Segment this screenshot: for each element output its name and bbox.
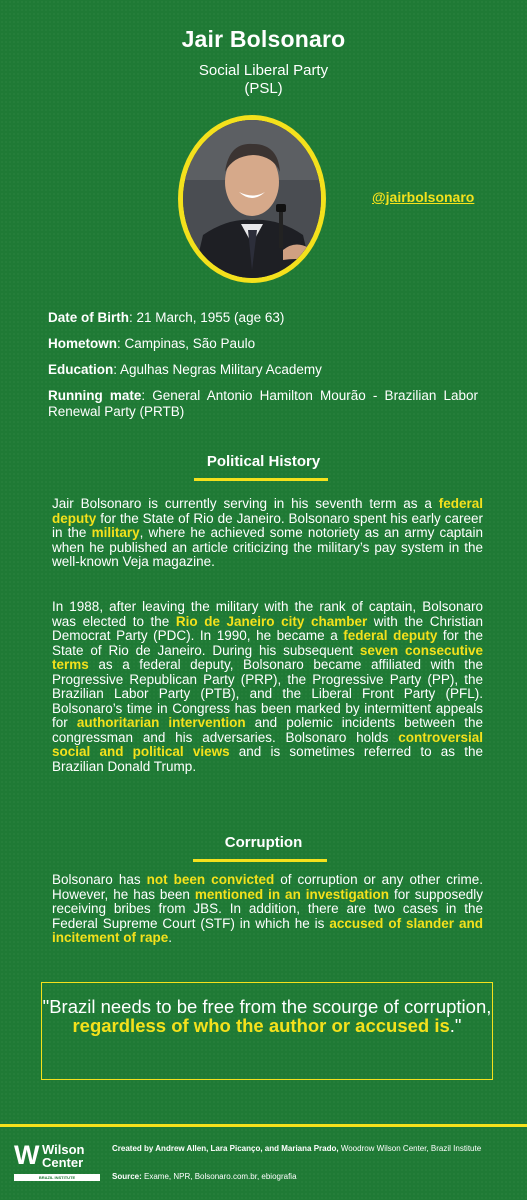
political-history-paragraph-2: [52, 600, 483, 774]
highlight-investigation: mentioned in an investigation: [194, 886, 390, 902]
header: [0, 26, 527, 98]
text-span: and polemic incidents between the congressman and his adversaries. Bolsonaro holds: [52, 715, 483, 745]
logo-subtitle: BRAZIL INSTITUTE: [38, 1175, 76, 1180]
hometown-value: : Campinas, São Paulo: [117, 336, 256, 351]
highlight-seven-terms: seven consecutive terms: [52, 642, 483, 672]
credits-authors: Created by Andrew Allen, Lara Picanço, and Mariana Prado,: [112, 1144, 339, 1153]
text-span: and is sometimes referred to as the Brazilian Donald Trump.: [52, 744, 483, 774]
logo-wordmark: [42, 1143, 85, 1169]
candidate-name: Jair Bolsonaro: [181, 26, 346, 52]
hometown-label: Hometown: [48, 336, 117, 351]
bio-section: [48, 310, 478, 430]
party-name: [0, 62, 527, 98]
political-history-title: Political History: [206, 453, 321, 470]
political-history-paragraph-1: [52, 497, 483, 570]
dob-label: Date of Birth: [48, 310, 129, 325]
highlight-authoritarian: authoritarian intervention: [76, 715, 246, 730]
source-value: Exame, NPR, Bolsonaro.com.br, ebiografia: [141, 1172, 297, 1181]
running-mate-value: : General Antonio Hamilton Mourão - Brazilian Labor Renewal Party (PRTB): [48, 388, 478, 419]
highlight-controversial-views: controversial social and political views: [52, 729, 483, 759]
quote-end: .": [449, 1015, 462, 1036]
text-span: for supposedly receiving bribes from JBS. In addition, there are two cases in the Federal Supreme Court (STF) in which he is: [52, 886, 483, 931]
source-label: Source:: [112, 1172, 142, 1181]
corruption-underline: [193, 859, 327, 862]
education-value: : Agulhas Negras Military Academy: [113, 362, 322, 377]
corruption-title: Corruption: [224, 834, 303, 851]
sources: [112, 1172, 512, 1181]
text-span: of corruption or any other crime. However, he has been: [52, 872, 483, 902]
party-line-2: (PSL): [244, 80, 283, 97]
bio-hometown: [48, 336, 478, 352]
text-span: for the State of Rio de Janeiro. During his subsequent: [52, 628, 483, 658]
political-history-underline: [194, 478, 328, 481]
credits-institution: Woodrow Wilson Center, Brazil Institute: [338, 1144, 482, 1153]
text-span: as a federal deputy, Bolsonaro became affiliated with the Progressive Republican Party (PRP), the Progressive Party (PP), the Brazilian Labor Party (PTB), and the Liberal Front Party (PFL). Bolsonaro’s time in Congress has been marked by intermittent appeals for: [52, 657, 483, 730]
social-handle-link[interactable]: @jairbolsonaro: [372, 189, 475, 205]
logo-mark: W: [14, 1140, 40, 1170]
highlight-not-convicted: not been convicted: [146, 872, 275, 887]
logo-line-1: Wilson: [42, 1142, 85, 1157]
portrait-illustration: [183, 120, 321, 278]
bio-running-mate: [48, 388, 478, 420]
text-span: Jair Bolsonaro is currently serving in his seventh term as a: [52, 496, 439, 511]
text-span: , where he achieved some notoriety as an army captain when he published an article criticizing the military’s pay system in the well-known Veja magazine.: [52, 525, 483, 569]
bio-dob: [48, 310, 478, 326]
dob-value: : 21 March, 1955 (age 63): [129, 310, 285, 325]
candidate-portrait: [178, 115, 326, 283]
highlight-military: military: [91, 525, 140, 540]
education-label: Education: [48, 362, 114, 377]
text-span: for the State of Rio de Janeiro. Bolsonaro spent his early career in the: [52, 510, 483, 540]
text-span: Bolsonaro has: [52, 872, 147, 887]
bio-education: [48, 362, 478, 378]
wilson-center-logo: [14, 1142, 104, 1182]
running-mate-label: Running mate: [48, 388, 142, 403]
highlight-city-chamber: Rio de Janeiro city chamber: [175, 613, 368, 629]
corruption-paragraph: [52, 873, 483, 946]
highlight-accusations: accused of slander and incitement of rape: [52, 915, 483, 945]
quote-box: [41, 982, 493, 1080]
text-span: In 1988, after leaving the military with the rank of captain, Bolsonaro was elected to the: [52, 599, 483, 629]
footer: [0, 1124, 527, 1200]
logo-bar: [14, 1174, 100, 1181]
highlight-federal-deputy: federal deputy: [52, 496, 483, 526]
text-span: with the Christian Democrat Party (PDC). In 1990, he became a: [52, 613, 484, 643]
party-line-1: Social Liberal Party: [198, 62, 329, 79]
text-span: .: [168, 930, 173, 945]
quote-highlight: regardless of who the author or accused is: [72, 1015, 450, 1036]
credits: [112, 1144, 512, 1153]
quote-text: "Brazil needs to be free from the scourge of corruption,: [42, 996, 492, 1017]
logo-line-2: Center: [42, 1155, 84, 1170]
highlight-federal-deputy: federal deputy: [343, 628, 438, 643]
